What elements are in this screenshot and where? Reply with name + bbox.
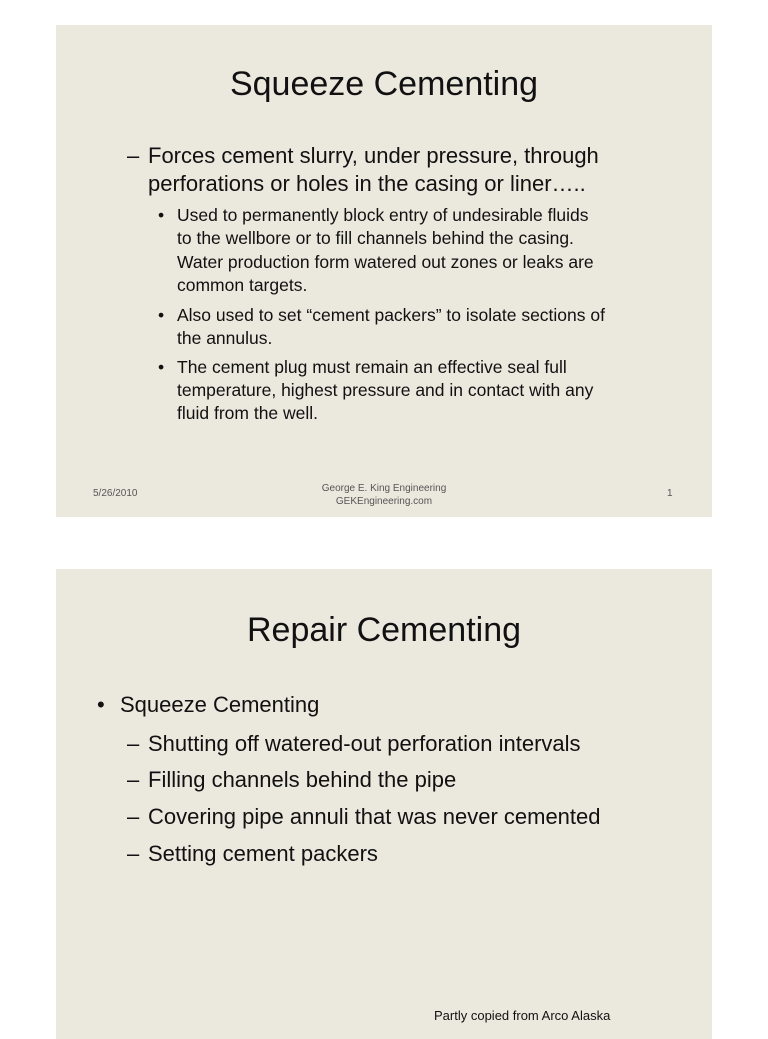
footer-page-number: 1 — [667, 488, 673, 499]
main-point: Squeeze Cementing — [120, 692, 320, 717]
list-item: Setting cement packers — [148, 841, 378, 866]
dash-marker: – — [127, 731, 140, 756]
footer-date: 5/26/2010 — [93, 488, 138, 499]
footer-credit — [264, 482, 504, 508]
dash-marker: – — [127, 804, 140, 829]
point-text-line-1: Forces cement slurry, under pressure, through — [148, 143, 599, 168]
sub-point-2-line-2: the annulus. — [177, 328, 273, 348]
list-item: Filling channels behind the pipe — [148, 767, 457, 792]
footer-site: GEKEngineering.com — [335, 496, 433, 507]
slide-squeeze-cementing — [56, 25, 712, 517]
sub-bullet-marker: • — [158, 205, 165, 225]
sub-point-2-line-1: Also used to set “cement packers” to isolate sections of — [177, 305, 605, 325]
sub-point-3-line-2: temperature, highest pressure and in contact with any — [177, 380, 594, 400]
list-item: Shutting off watered-out perforation intervals — [148, 731, 581, 756]
bullet-marker: • — [97, 692, 105, 717]
source-credit: Partly copied from Arco Alaska — [434, 1008, 611, 1023]
point-text-line-2: perforations or holes in the casing or liner….. — [148, 171, 586, 196]
sub-point-1-line-2: to the wellbore or to fill channels behind the casing. — [177, 228, 574, 248]
sub-point-3-line-1: The cement plug must remain an effective seal full — [177, 357, 567, 377]
sub-bullet-marker: • — [158, 305, 165, 325]
footer-author: George E. King Engineering — [321, 483, 447, 494]
slide-title: Repair Cementing — [246, 611, 522, 649]
list-item: Covering pipe annuli that was never cemented — [148, 804, 601, 829]
sub-point-1-line-3: Water production form watered out zones or leaks are — [177, 252, 594, 272]
dash-marker: – — [127, 841, 140, 866]
slide-title: Squeeze Cementing — [229, 65, 539, 103]
dash-marker: – — [127, 143, 140, 168]
slide-repair-cementing — [56, 569, 712, 1039]
sub-bullet-marker: • — [158, 357, 165, 377]
dash-marker: – — [127, 767, 140, 792]
sub-point-1-line-4: common targets. — [177, 275, 308, 295]
sub-point-3-line-3: fluid from the well. — [177, 403, 319, 423]
sub-point-1-line-1: Used to permanently block entry of undesirable fluids — [177, 205, 589, 225]
